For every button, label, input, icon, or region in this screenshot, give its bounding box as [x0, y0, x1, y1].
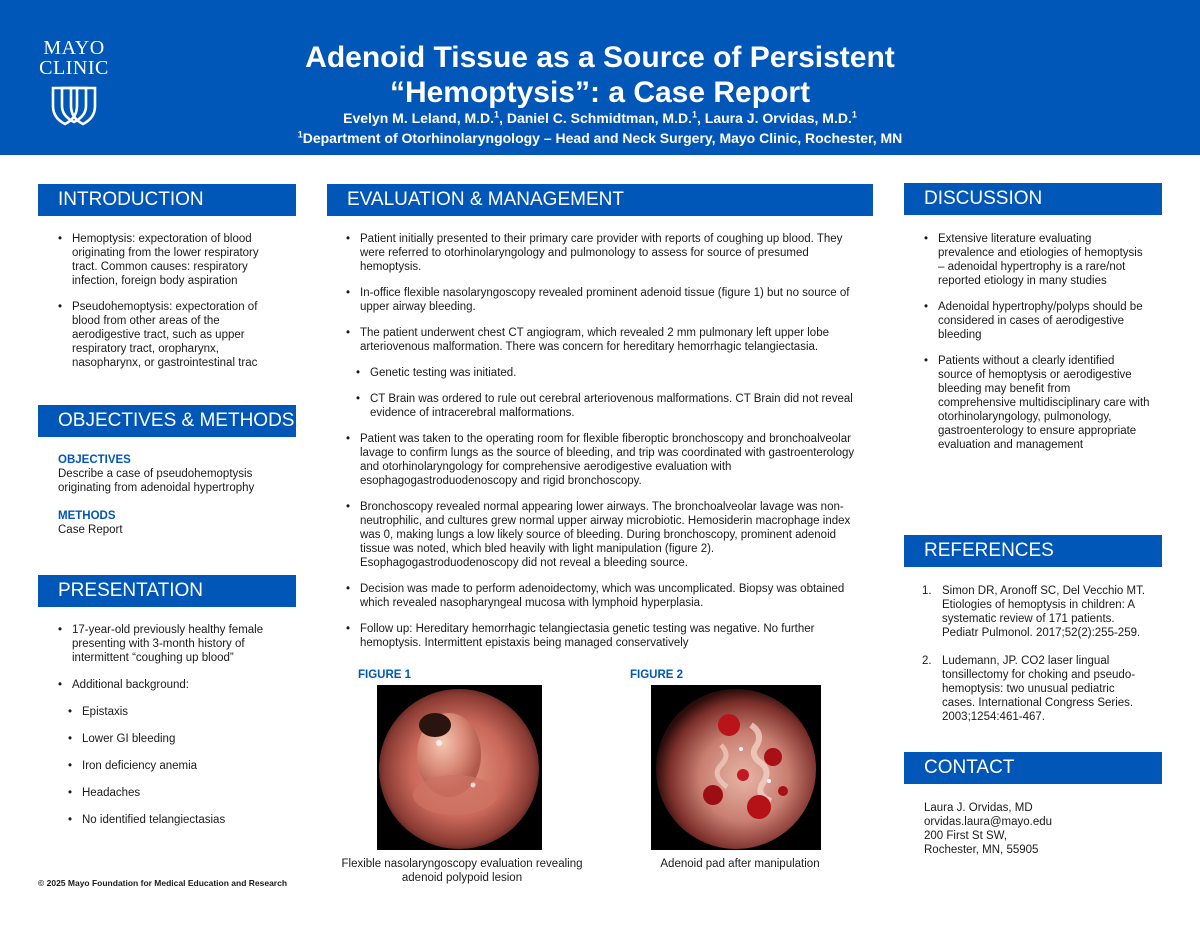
title-line-2: “Hemoptysis”: a Case Report [389, 76, 811, 109]
figure-1-endoscopy-image [377, 685, 542, 850]
presentation-list [58, 623, 280, 827]
introduction-bullet: • Hemoptysis: expectoration of blood originating from the lower respiratory tract. Common causes: respiratory infection, foreign body aspiration [58, 232, 280, 288]
methods-text: Case Report [58, 524, 123, 536]
introduction-heading: INTRODUCTION [38, 184, 296, 216]
figure-1-label: FIGURE 1 [358, 669, 412, 681]
poster-header [0, 0, 1200, 155]
contact-body [924, 801, 1150, 857]
logo-wordmark-line2: CLINIC [39, 57, 109, 79]
contact-address-city: Rochester, MN, 55905 [924, 844, 1039, 856]
reference-number: 2. [922, 655, 932, 667]
author-name: Evelyn M. Leland, M.D. [343, 110, 495, 126]
author-affiliation-mark: 1 [494, 109, 500, 120]
objectives-text: Describe a case of pseudohemoptysis originating from adenoidal hypertrophy [58, 468, 255, 494]
introduction-body [58, 232, 280, 382]
poster-title [200, 40, 1000, 110]
author-separator: , [499, 110, 507, 126]
author-affiliation-mark: 1 [691, 109, 697, 120]
presentation-bullet: • Lower GI bleeding [68, 732, 280, 746]
objectives-methods-heading: OBJECTIVES & METHODS [38, 405, 296, 437]
evaluation-heading: EVALUATION & MANAGEMENT [327, 184, 873, 216]
references-body [922, 584, 1150, 738]
contact-address-street: 200 First St SW, [924, 830, 1008, 842]
author-list [200, 109, 1000, 127]
figure-2-bronchoscopy-image [651, 685, 821, 850]
objectives-methods-body [58, 453, 280, 537]
evaluation-body [346, 232, 862, 662]
evaluation-list [346, 232, 862, 650]
discussion-list [924, 232, 1150, 452]
title-line-1: Adenoid Tissue as a Source of Persistent [305, 41, 895, 74]
affiliation [150, 129, 1050, 147]
figure-2-graphic [651, 685, 821, 850]
discussion-bullet: • Patients without a clearly identified source of hemoptysis or aerodigestive bleeding may benefit from comprehensive multidisciplinary care with otorhinolaryngology, pulmonology, gastroenterology to ensure appropriate evaluation and management [924, 354, 1150, 452]
reference-item [922, 584, 1150, 640]
references-list [922, 584, 1150, 724]
author-separator: , [697, 110, 705, 126]
evaluation-bullet: • Patient was taken to the operating room for flexible fiberoptic bronchoscopy and bronchoalveolar lavage to confirm lungs as the source of bleeding, and trip was coordinated with gastroenterology and otorhinolaryngology for comprehensive aerodigestive evaluation with esophagogastroduodenoscopy and rigid bronchoscopy. [346, 432, 862, 488]
presentation-bullet: • No identified telangiectasias [68, 813, 280, 827]
reference-text: Ludemann, JP. CO2 laser lingual tonsillectomy for choking and pseudo-hemoptysis: two unusual pediatric cases. International Congress Series. 2003;1254:461-467. [942, 655, 1136, 723]
presentation-bullet: • Additional background: [58, 678, 280, 692]
affiliation-mark: 1 [297, 129, 303, 140]
author-affiliation-mark: 1 [851, 109, 857, 120]
logo-wordmark-line1: MAYO [43, 37, 105, 59]
figure-1-graphic [377, 685, 542, 850]
presentation-bullet: • 17-year-old previously healthy female presenting with 3-month history of intermittent “coughing up blood” [58, 623, 280, 665]
figure-2-caption: Adenoid pad after manipulation [660, 858, 820, 870]
presentation-bullet: • Headaches [68, 786, 280, 800]
evaluation-bullet: • Bronchoscopy revealed normal appearing lower airways. The bronchoalveolar lavage was non-neutrophilic, and cultures grew normal upper airway microbiotic. Hemosiderin macrophage index was 0, making lungs a low likely source of bleeding. During bronchoscopy, prominent adenoid tissue was noted, which bled heavily with light manipulation (figure 2). Esophagogastroduodenoscopy did not reveal a bleeding source. [346, 500, 862, 570]
introduction-bullet: • Pseudohemoptysis: expectoration of blood from other areas of the aerodigestive tract, such as upper respiratory tract, oropharynx, nasopharynx, or gastrointestinal trac [58, 300, 280, 370]
discussion-heading: DISCUSSION [904, 183, 1162, 215]
reference-number: 1. [922, 585, 932, 597]
mayo-shields-icon [49, 84, 99, 126]
mayo-clinic-logo [38, 38, 110, 126]
figure-2-label: FIGURE 2 [630, 669, 684, 681]
reference-text: Simon DR, Aronoff SC, Del Vecchio MT. Etiologies of hemoptysis in children: A systematic review of 171 patients. Pediatr Pulmonol. 2017;52(2):255-259. [942, 585, 1146, 639]
affiliation-text: Department of Otorhinolaryngology – Head and Neck Surgery, Mayo Clinic, Rochester, MN [302, 130, 903, 146]
introduction-list [58, 232, 280, 370]
reference-item [922, 654, 1150, 724]
contact-email[interactable]: orvidas.laura@mayo.edu [924, 816, 1053, 828]
copyright-notice: © 2025 Mayo Foundation for Medical Education and Research [38, 878, 288, 888]
evaluation-bullet: • Follow up: Hereditary hemorrhagic telangiectasia genetic testing was negative. No further hemoptysis. Intermittent epistaxis being managed conservatively [346, 622, 862, 650]
presentation-body [58, 623, 280, 840]
contact-name: Laura J. Orvidas, MD [924, 802, 1033, 814]
objectives-label: OBJECTIVES [58, 454, 131, 466]
evaluation-bullet: • The patient underwent chest CT angiogram, which revealed 2 mm pulmonary left upper lobe arteriovenous malformation. There was concern for hereditary hemorrhagic telangiectasia. [346, 326, 862, 354]
figure-1-caption: Flexible nasolaryngoscopy evaluation revealing adenoid polypoid lesion [341, 858, 583, 884]
evaluation-bullet: • Patient initially presented to their primary care provider with reports of coughing up blood. They were referred to otorhinolaryngology and pulmonology to assess for source of presumed hemoptysis. [346, 232, 862, 274]
discussion-body [924, 232, 1150, 464]
methods-label: METHODS [58, 510, 116, 522]
author-name: Laura J. Orvidas, M.D. [704, 110, 852, 126]
discussion-bullet: • Adenoidal hypertrophy/polyps should be considered in cases of aerodigestive bleeding [924, 300, 1150, 342]
presentation-bullet: • Epistaxis [68, 705, 280, 719]
references-heading: REFERENCES [904, 535, 1162, 567]
evaluation-bullet: • Genetic testing was initiated. [356, 366, 862, 380]
presentation-bullet: • Iron deficiency anemia [68, 759, 280, 773]
contact-heading: CONTACT [904, 752, 1162, 784]
evaluation-bullet: • CT Brain was ordered to rule out cerebral arteriovenous malformations. CT Brain did not reveal evidence of intracerebral malformations. [356, 392, 862, 420]
author-name: Daniel C. Schmidtman, M.D. [506, 110, 692, 126]
evaluation-bullet: • In-office flexible nasolaryngoscopy revealed prominent adenoid tissue (figure 1) but no source of upper airway bleeding. [346, 286, 862, 314]
evaluation-bullet: • Decision was made to perform adenoidectomy, which was uncomplicated. Biopsy was obtained which revealed nasopharyngeal mucosa with lymphoid hyperplasia. [346, 582, 862, 610]
presentation-heading: PRESENTATION [38, 575, 296, 607]
discussion-bullet: • Extensive literature evaluating prevalence and etiologies of hemoptysis – adenoidal hypertrophy is a rare/not reported etiology in many studies [924, 232, 1150, 288]
